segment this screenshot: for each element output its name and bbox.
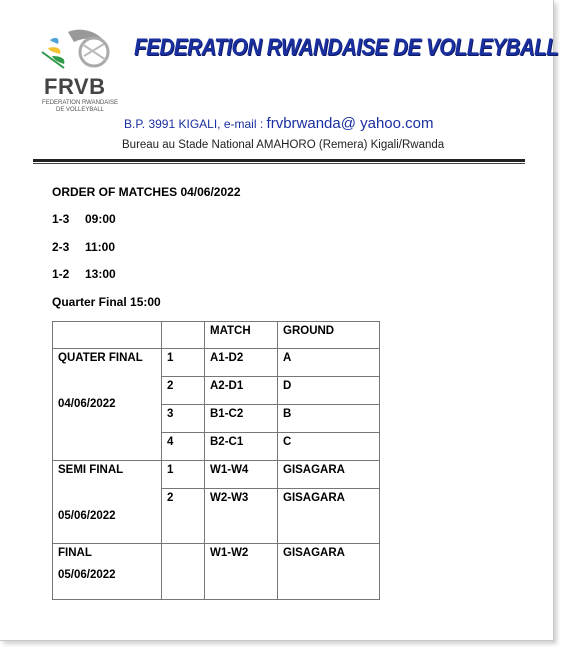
schedule-time: 09:00 (85, 212, 116, 226)
match-number: 2 (162, 377, 205, 405)
match-number: 1 (162, 461, 205, 489)
match-ground: C (278, 433, 380, 461)
match-ground: GISAGARA (278, 544, 380, 600)
match-pairing: A2-D1 (205, 377, 278, 405)
header-cell-match: MATCH (205, 322, 278, 349)
matches-table (52, 321, 380, 600)
table-row (53, 349, 380, 377)
schedule-time: 13:00 (85, 267, 116, 281)
stage-date: 05/06/2022 (58, 569, 116, 581)
table-row (53, 461, 380, 489)
stage-cell (53, 461, 162, 544)
schedule-row (52, 240, 116, 254)
match-ground: A (278, 349, 380, 377)
schedule-match: 1-2 (52, 267, 70, 281)
match-pairing: W1-W2 (205, 544, 278, 600)
contact-email: frvbrwanda@ yahoo.com (266, 115, 434, 132)
schedule-time: 11:00 (85, 240, 116, 254)
header-rule (33, 159, 525, 162)
header-cell-ground: GROUND (278, 322, 380, 349)
schedule-match: 1-3 (52, 212, 70, 226)
schedule-row (52, 212, 116, 226)
match-number: 1 (162, 349, 205, 377)
match-number (162, 544, 205, 600)
match-ground: GISAGARA (278, 489, 380, 544)
match-pairing: B1-C2 (205, 405, 278, 433)
match-number: 3 (162, 405, 205, 433)
header-cell (53, 322, 162, 349)
match-number: 2 (162, 489, 205, 544)
address-line: Bureau au Stade National AMAHORO (Remera) Kigali/Rwanda (122, 139, 445, 151)
contact-line (124, 115, 434, 132)
contact-prefix: B.P. 3991 KIGALI, e-mail : (124, 117, 267, 131)
match-number: 4 (162, 433, 205, 461)
schedule-row (52, 267, 116, 281)
match-pairing: A1-D2 (205, 349, 278, 377)
header-rule-thin (33, 163, 525, 164)
order-title: ORDER OF MATCHES 04/06/2022 (52, 185, 241, 199)
logo-wordmark: FRVB (44, 74, 106, 99)
match-ground: B (278, 405, 380, 433)
match-pairing: B2-C1 (205, 433, 278, 461)
schedule-match: 2-3 (52, 240, 70, 254)
stage-date: 05/06/2022 (58, 510, 116, 522)
stage-name: SEMI FINAL (58, 464, 124, 476)
stage-name: FINAL (58, 547, 92, 559)
header-cell (162, 322, 205, 349)
match-ground: GISAGARA (278, 461, 380, 489)
quarter-final-time: Quarter Final 15:00 (52, 295, 161, 309)
stage-cell (53, 544, 162, 600)
table-row (53, 544, 380, 600)
table-header-row (53, 322, 380, 349)
stage-date: 04/06/2022 (58, 398, 116, 410)
stage-cell (53, 349, 162, 461)
match-ground: D (278, 377, 380, 405)
federation-title: FEDERATION RWANDAISE DE VOLLEYBALL (134, 34, 559, 61)
match-pairing: W2-W3 (205, 489, 278, 544)
match-pairing: W1-W4 (205, 461, 278, 489)
stage-name: QUATER FINAL (58, 352, 143, 364)
logo-subtext: FEDERATION RWANDAISE DE VOLLEYBALL (42, 100, 118, 113)
